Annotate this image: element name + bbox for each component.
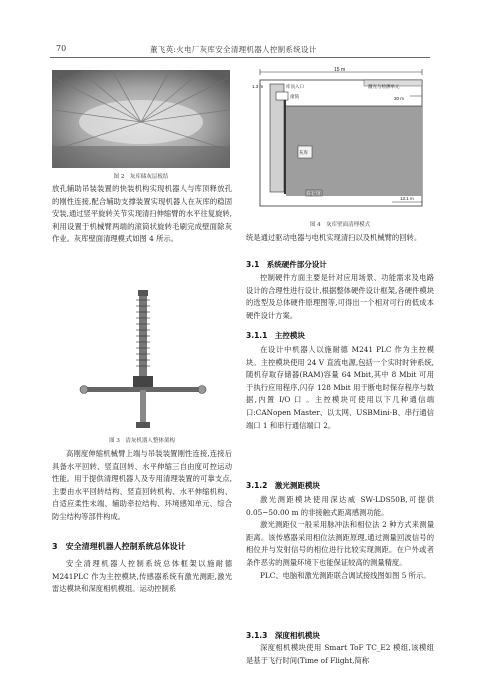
- lidar-label: 激光与检测单元: [368, 84, 400, 89]
- left-para-1-text: 放孔辅助吊装装置的快装机构实现机器人与库顶释放孔的刚性连接,配合辅助支撑装置实现机器人在灰库的稳固安装,通过竖平旋转关节实现清扫伸缩臂的水平往复旋转,利用设置于机械臂两端的滚筒状旋转毛刷完成壁面除灰作业。灰库壁面清理模式如图 4 所示。: [52, 184, 232, 244]
- ash-label: 灰库: [299, 150, 308, 155]
- right-para-312b-text: 激光测距仪一般采用脉冲法和相位法 2 种方式来测量距离。该传感器采用相位法测距原理,通过测量回波信号的相位并与发射信号的相位进行比较实现测距。在户外或者条件恶劣的测量环境下也能保证较高的测量精度。: [246, 520, 434, 567]
- aux-label: 滚筒: [290, 94, 299, 99]
- header-rule: [50, 57, 430, 58]
- right-para-313-text: 深度相机模块使用 Smart ToF TC_E2 模组,该模组是基于飞行时间(Time of Flight,简称: [246, 643, 434, 665]
- dim-width-label: 15 m: [334, 67, 346, 73]
- inlet-label: 库顶入口: [286, 84, 304, 89]
- page-number: 70: [56, 44, 67, 53]
- figure-2-caption: 图 2 灰库储灰层板结: [113, 174, 169, 180]
- left-para-2-text: 高刚度伸缩机械臂上端与吊装装置刚性连接,连接后具备水平回转、竖直回转、水平伸缩三自由度可控运动性能。用于提供清理机器人及专用清理装置的可靠支点,主要由水平回转结构、竖直回转机构、水平伸缩机构、自适应柔性末端、辅助牵拉结构、环境感知单元、综合防尘结构等部件构成。: [52, 449, 232, 521]
- figure-2-image: [52, 70, 230, 168]
- figure-4-caption: 图 4 灰库壁面清理模式: [309, 222, 371, 228]
- right-para-0: [246, 232, 434, 245]
- right-para-311-text: 在设计中机器人以施耐德 M241 PLC 作为主控模块。主控模块使用 24 V 直流电源,包括一个实时时钟系统,随机存取存储器(RAM)容量 64 Mbit,其中 8 Mbit 可用于执行应用程序,闪存 128 Mbit 用于断电时保存程序与数据,内置 I/O 口 。主控模块可使用以下几种通信端口:CANopen Master、以太网、USBMini-B、串行通信端口 1 和串行通信端口 2。: [246, 345, 434, 430]
- section-3-1-3-heading: 3.1.3 深度相机模块: [246, 631, 320, 640]
- right-para-31: [246, 272, 434, 322]
- right-para-311: [246, 344, 434, 432]
- running-title: 董飞英:火电厂灰库安全清理机器人控制系统设计: [150, 45, 317, 54]
- bottom-dim-label: 13.1 m: [400, 196, 414, 201]
- figure-4-diagram: [246, 66, 434, 216]
- left-para-1: [52, 183, 232, 246]
- right-para-312a-text: 激光测距模块使用深达威 SW-LDS50B,可提供 0.05~50.00 m 的非接触式距离感测功能。: [246, 495, 434, 517]
- right-para-312: [246, 494, 434, 582]
- section-3-1-2-heading: 3.1.2 激光测距模块: [246, 481, 320, 490]
- right-para-31-text: 控制硬件方面主要是针对应用场景、功能需求及电路设计的合理性进行设计,根据整体硬件设计框架,各硬件模块的选型及总体硬件原理图等,可得出一个相对可行的低成本硬件设计方案。: [246, 273, 434, 320]
- section-3-1-heading: 3.1 系统硬件部分设计: [246, 260, 327, 269]
- right-para-312c-text: PLC、电脑和激光测距联合调试接线图如图 5 所示。: [260, 570, 431, 580]
- section-3-1-1-heading: 3.1.1 主控模块: [246, 331, 305, 340]
- left-para-3: [52, 558, 232, 596]
- section-3-heading: 3 安全清理机器人控制系统总体设计: [52, 542, 186, 551]
- outlet-label: 出灰口: [308, 191, 322, 196]
- left-para-2: [52, 448, 232, 524]
- dim-left-label: 1.3 m: [252, 84, 264, 89]
- left-para-3-text: 安全清理机器人控制系统总体框架以施耐德 M241PLC 作为主控模块,传感器系统有激光测距,激光雷达模块和深度相机模组。运动控制系: [52, 559, 232, 594]
- figure-3-image: [78, 290, 208, 430]
- right-para-0-text: 统是通过驱动电器与电机实现清扫以及机械臂的回转。: [246, 233, 422, 242]
- right-para-313: [246, 642, 434, 667]
- thickness-label: 30 m: [394, 96, 405, 101]
- figure-3-caption: 图 3 清灰机器人整体架构: [109, 438, 175, 444]
